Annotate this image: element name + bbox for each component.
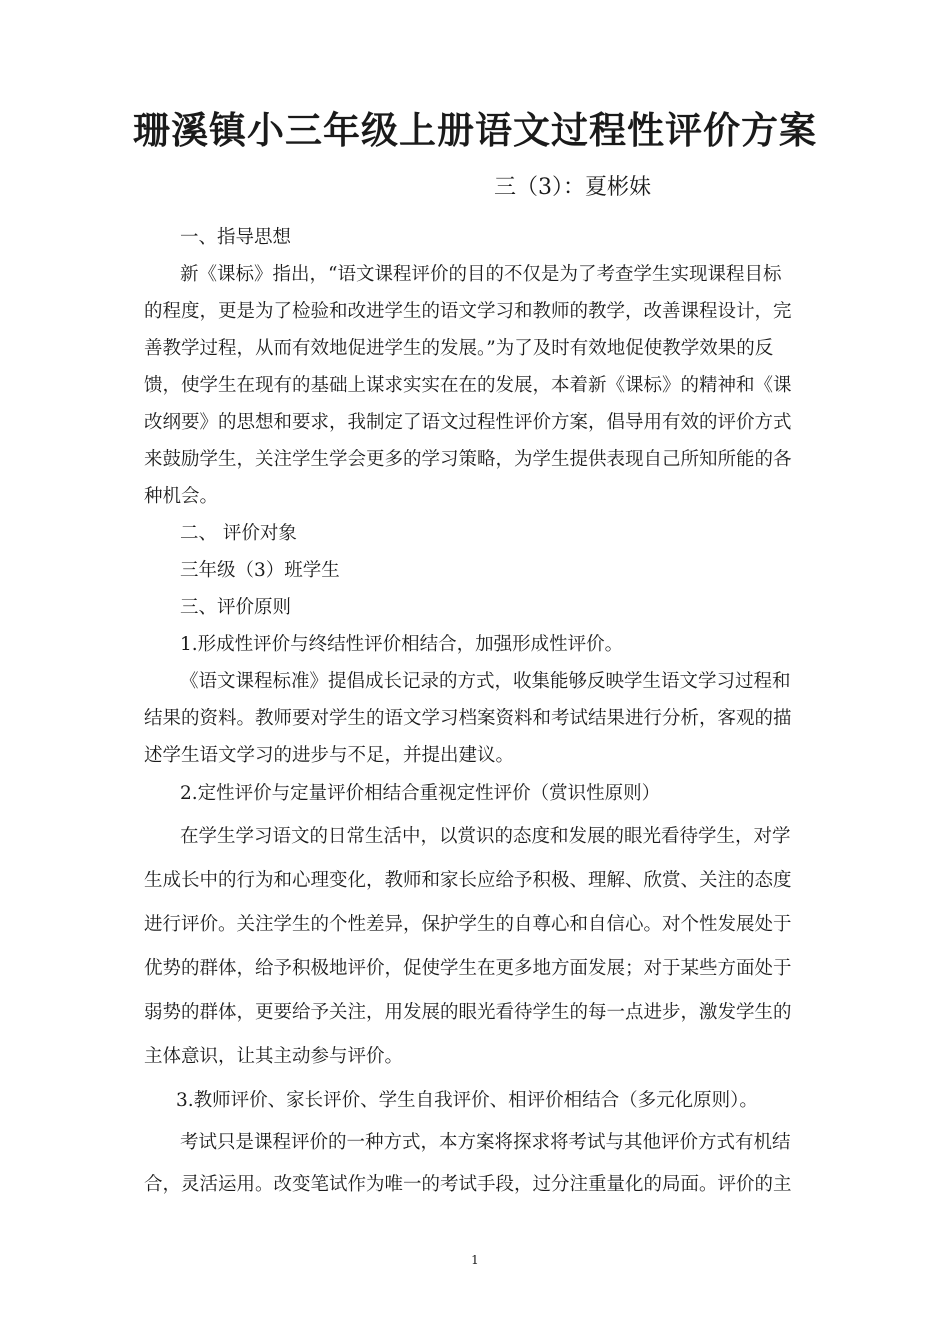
principle-heading-1: 1.形成性评价与终结性评价相结合，加强形成性评价。 xyxy=(180,634,624,655)
paragraph-line: 优势的群体，给予积极地评价，促使学生在更多地方面发展；对于某些方面处于 xyxy=(144,958,792,979)
paragraph-line: 合，灵活运用。改变笔试作为唯一的考试手段，过分注重量化的局面。评价的主 xyxy=(144,1174,792,1195)
paragraph-line: 来鼓励学生，关注学生学会更多的学习策略，为学生提供表现自己所知所能的各 xyxy=(144,449,792,470)
paragraph-line: 种机会。 xyxy=(144,486,219,507)
document-title: 珊溪镇小三年级上册语文过程性评价方案 xyxy=(133,108,817,152)
section-heading-evaluation-principles: 三、评价原则 xyxy=(180,597,292,618)
paragraph-line: 馈，使学生在现有的基础上谋求实实在在的发展，本着新《课标》的精神和《课 xyxy=(144,375,792,396)
paragraph-line: 结果的资料。教师要对学生的语文学习档案资料和考试结果进行分析，客观的描 xyxy=(144,708,792,729)
paragraph-line: 考试只是课程评价的一种方式，本方案将探求将考试与其他评价方式有机结 xyxy=(180,1132,791,1153)
paragraph-line: 述学生语文学习的进步与不足，并提出建议。 xyxy=(144,745,515,766)
paragraph-line: 在学生学习语文的日常生活中，以赏识的态度和发展的眼光看待学生，对学 xyxy=(180,826,791,847)
principle-heading-2: 2.定性评价与定量评价相结合重视定性评价（赏识性原则） xyxy=(180,783,661,804)
paragraph-line: 进行评价。关注学生的个性差异，保护学生的自尊心和自信心。对个性发展处于 xyxy=(144,914,792,935)
paragraph-line: 弱势的群体，更要给予关注，用发展的眼光看待学生的每一点进步，激发学生的 xyxy=(144,1002,792,1023)
page-number: 1 xyxy=(471,1253,479,1267)
paragraph-line: 的程度，更是为了检验和改进学生的语文学习和教师的教学，改善课程设计，完 xyxy=(144,301,792,322)
principle-heading-3: 3.教师评价、家长评价、学生自我评价、相评价相结合（多元化原则）。 xyxy=(176,1090,758,1111)
paragraph-line: 生成长中的行为和心理变化，教师和家长应给予积极、理解、欣赏、关注的态度 xyxy=(144,870,792,891)
paragraph-line: 三年级（3）班学生 xyxy=(180,560,340,581)
paragraph-line: 改纲要》的思想和要求，我制定了语文过程性评价方案，倡导用有效的评价方式 xyxy=(144,412,792,433)
section-heading-evaluation-target: 二、 评价对象 xyxy=(180,523,297,544)
paragraph-line: 主体意识，让其主动参与评价。 xyxy=(144,1046,404,1067)
paragraph-line: 善教学过程，从而有效地促进学生的发展。”为了及时有效地促使教学效果的反 xyxy=(144,338,774,359)
paragraph-line: 新《课标》指出，“语文课程评价的目的不仅是为了考查学生实现课程目标 xyxy=(180,264,782,285)
section-heading-guiding-ideas: 一、指导思想 xyxy=(180,227,292,248)
paragraph-line: 《语文课程标准》提倡成长记录的方式，收集能够反映学生语文学习过程和 xyxy=(180,671,791,692)
author-line: 三（3）：夏彬妹 xyxy=(494,175,651,200)
